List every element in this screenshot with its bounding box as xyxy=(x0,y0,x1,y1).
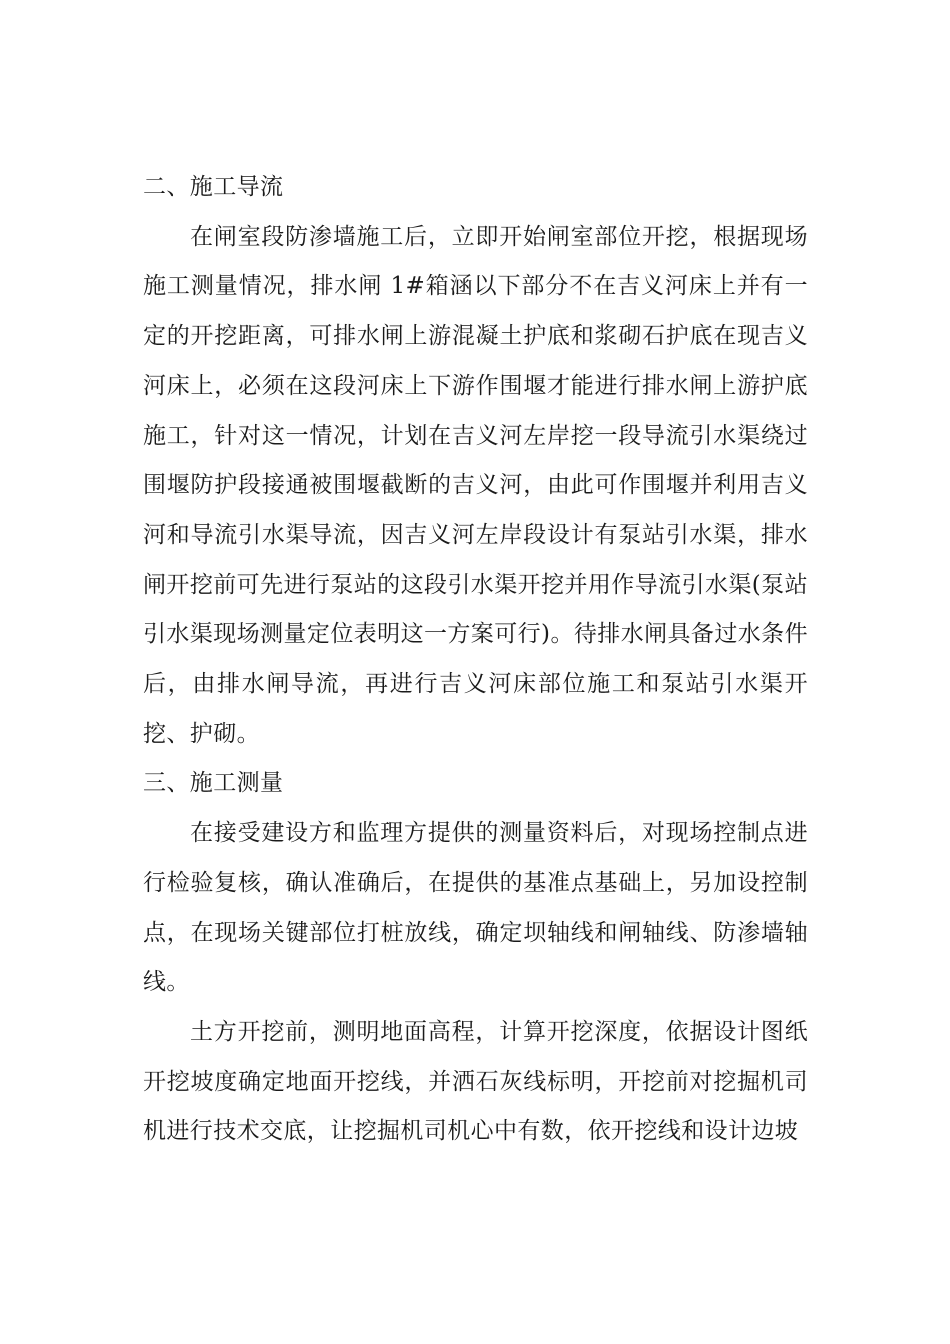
section-heading-diversion: 二、施工导流 xyxy=(143,174,284,200)
paragraph-survey-control: 在接受建设方和监理方提供的测量资料后，对现场控制点进行检验复核，确认准确后，在提供的基准点基础上，另加设控制点，在现场关键部位打桩放线，确定坝轴线和闸轴线、防渗墙轴线。 xyxy=(143,820,808,996)
paragraph-diversion-plan: 在闸室段防渗墙施工后，立即开始闸室部位开挖，根据现场施工测量情况，排水闸 1#箱涵以下部分不在吉义河床上并有一定的开挖距离，可排水闸上游混凝土护底和浆砌石护底在现吉义河床上，必须在这段河床上下游作围堰才能进行排水闸上游护底施工，针对这一情况，计划在吉义河左岸挖一段导流引水渠绕过围堰防护段接通被围堰截断的吉义河，由此可作围堰并利用吉义河和导流引水渠导流，因吉义河左岸段设计有泵站引水渠，排水闸开挖前可先进行泵站的这段引水渠开挖并用作导流引水渠(泵站引水渠现场测量定位表明这一方案可行)。待排水闸具备过水条件后，由排水闸导流，再进行吉义河床部位施工和泵站引水渠开挖、护砌。 xyxy=(143,223,808,747)
section-heading-surveying: 三、施工测量 xyxy=(143,770,284,797)
paragraph-excavation-survey: 土方开挖前，测明地面高程，计算开挖深度，依据设计图纸开挖坡度确定地面开挖线，并洒石灰线标明，开挖前对挖掘机司机进行技术交底，让挖掘机司机心中有数，依开挖线和设计边坡 xyxy=(143,1018,808,1145)
document-body xyxy=(143,163,808,1157)
